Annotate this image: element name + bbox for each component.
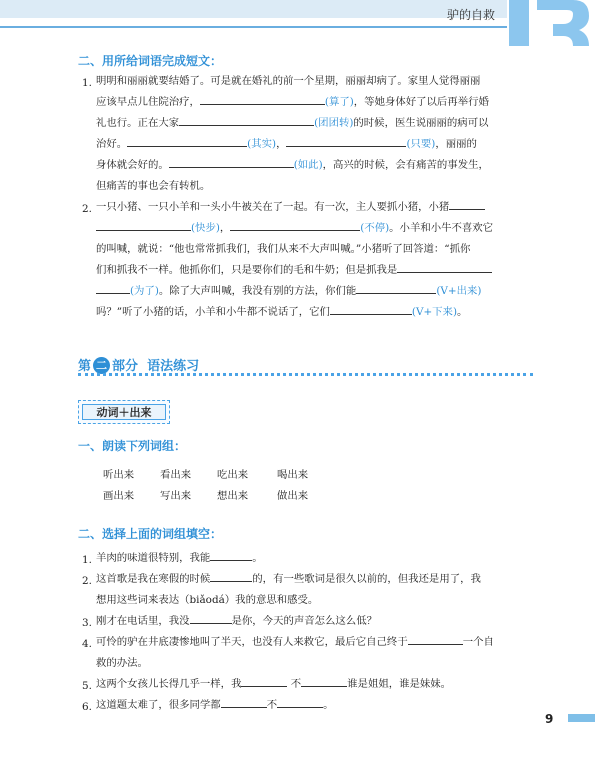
hint-word: (不停) (360, 222, 390, 234)
answer-blank[interactable] (330, 304, 412, 315)
answer-blank[interactable] (127, 136, 247, 147)
text: 们和抓我不一样。他抓你们，只是要你们的毛和牛奶；但是抓我是 (96, 264, 398, 276)
fill-item-2 (96, 569, 536, 611)
text: ， (219, 222, 231, 234)
passage-line (96, 92, 536, 113)
text: 身体就会好的。 (96, 159, 169, 171)
passage-line (96, 239, 536, 260)
footer-bar (568, 714, 595, 722)
phrase: 看出来 (160, 469, 192, 481)
answer-blank[interactable] (397, 262, 492, 273)
hint-word: (快步) (191, 222, 220, 234)
answer-blank[interactable] (210, 550, 252, 561)
answer-blank[interactable] (200, 94, 325, 105)
text: 治好。 (96, 138, 128, 150)
hint-word: (只要) (406, 138, 436, 150)
part-number-badge: 二 (93, 357, 110, 374)
hint-word: (团团转) (314, 117, 354, 129)
item-number: 4. (82, 638, 92, 650)
text: 明明和丽丽就要结婚了。可是就在婚礼的前一个星期，丽丽却病了。家里人觉得丽丽 (96, 75, 481, 87)
text: 羊肉的味道很特别，我能 (96, 552, 211, 564)
answer-blank[interactable] (210, 571, 252, 582)
answer-blank[interactable] (356, 283, 436, 294)
text: ，高兴的时候，会有痛苦的事发生， (322, 159, 489, 171)
item-line (96, 611, 536, 632)
text: 是你，今天的声音怎么这么低？ (231, 615, 377, 627)
hint-word: (V+出来) (436, 285, 482, 297)
text: 。 (323, 699, 334, 711)
passage-line (96, 260, 536, 281)
text: 想用这些词来表达（biǎodá）我的意思和感受。 (96, 594, 319, 606)
fill-item-5 (96, 674, 536, 695)
text: 。小羊和小牛不喜欢它 (389, 222, 494, 234)
passage-item-1 (96, 71, 536, 197)
passage-line (96, 281, 536, 302)
phrase: 写出来 (160, 490, 192, 502)
text: ，等她身体好了以后再举行婚 (353, 96, 489, 108)
phrase: 做出来 (277, 490, 309, 502)
item-line (96, 674, 536, 695)
text: 的时候，医生说丽丽的病可以 (353, 117, 489, 129)
item-number: 2. (82, 203, 92, 215)
passage-line (96, 71, 536, 92)
text: 的，有一些歌词是很久以前的，但我还是用了，我 (252, 573, 481, 585)
text: 这道题太难了，很多同学都 (96, 699, 221, 711)
hint-word: (为了) (130, 285, 159, 297)
part-prefix: 第 (78, 359, 92, 374)
header-band (0, 0, 510, 18)
item-number: 2. (82, 575, 92, 587)
hint-word: (V+下来) (411, 306, 458, 318)
item-number: 6. (82, 701, 92, 713)
phrase: 喝出来 (277, 469, 309, 481)
item-number: 5. (82, 680, 92, 692)
phrase: 想出来 (217, 490, 249, 502)
section-heading-fill-blanks: 二、选择上面的词组填空： (78, 527, 223, 541)
text: 礼也行。正在大家 (96, 117, 180, 129)
fill-item-3 (96, 611, 536, 632)
passage-line (96, 197, 536, 218)
passage-item-2 (96, 197, 536, 323)
fill-item-4 (96, 632, 536, 674)
passage-line (96, 176, 536, 197)
part-heading (78, 355, 199, 374)
part-title: 语法练习 (147, 359, 200, 374)
item-line (96, 548, 536, 569)
passage-line (96, 155, 536, 176)
section-heading-complete-passage: 二、用所给词语完成短文： (78, 54, 223, 68)
phrase: 画出来 (103, 490, 135, 502)
item-line (96, 569, 536, 590)
hint-word: (其实) (247, 138, 277, 150)
answer-blank[interactable] (190, 613, 232, 624)
answer-blank[interactable] (301, 676, 347, 687)
answer-blank[interactable] (449, 199, 485, 210)
text: 不 (266, 699, 278, 711)
text: 的叫喊，就说：“他也常常抓我们，我们从来不大声叫喊。”小猪听了回答道：“抓你 (96, 243, 471, 255)
text: 一只小猪、一只小羊和一头小牛被关在了一起。有一次，主人要抓小猪，小猪 (96, 201, 450, 213)
item-line (96, 590, 536, 611)
part-label: 部分 (112, 359, 139, 374)
page-header (0, 0, 595, 34)
answer-blank[interactable] (277, 697, 323, 708)
text: 一个自 (462, 636, 494, 648)
text: 救的办法。 (96, 657, 148, 669)
grammar-point-box (78, 400, 170, 424)
text: 吗？”听了小猪的话，小羊和小牛都不说话了，它们 (96, 306, 330, 318)
fill-item-1 (96, 548, 536, 569)
passage-line (96, 134, 536, 155)
item-number: 1. (82, 77, 92, 89)
lesson-title: 驴的自救 (446, 8, 495, 22)
text: ，丽丽的 (435, 138, 477, 150)
text: 谁是姐姐，谁是妹妹。 (347, 678, 452, 690)
passage-line (96, 218, 536, 239)
answer-blank[interactable] (96, 283, 130, 294)
item-line (96, 653, 536, 674)
text: 。除了大声叫喊，我没有别的方法，你们能 (158, 285, 357, 297)
answer-blank[interactable] (286, 136, 406, 147)
text: 这首歌是我在寒假的时候 (96, 573, 211, 585)
section-heading-read-phrases: 一、朗读下列词组： (78, 439, 187, 453)
passage-line (96, 113, 536, 134)
header-rule (0, 26, 510, 28)
answer-blank[interactable] (241, 676, 287, 687)
text: 刚才在电话里，我没 (96, 615, 190, 627)
grammar-point-label: 动词＋出来 (96, 406, 152, 419)
answer-blank[interactable] (221, 697, 267, 708)
text: 。 (457, 306, 468, 318)
hint-word: (如此) (293, 159, 323, 171)
phrase: 听出来 (103, 469, 135, 481)
page-number: 9 (545, 712, 554, 726)
lesson-number-graphic (507, 0, 595, 46)
item-number: 1. (82, 554, 92, 566)
phrase: 吃出来 (217, 469, 249, 481)
text: 应该早点儿住院治疗， (96, 96, 200, 108)
dotted-divider (78, 373, 533, 376)
text: 不 (290, 678, 302, 690)
answer-blank[interactable] (408, 634, 463, 645)
text: 这两个女孩儿长得几乎一样，我 (96, 678, 242, 690)
answer-blank[interactable] (96, 220, 191, 231)
answer-blank[interactable] (179, 115, 314, 126)
text: 。 (252, 552, 263, 564)
answer-blank[interactable] (169, 157, 294, 168)
answer-blank[interactable] (230, 220, 360, 231)
item-line (96, 695, 536, 716)
fill-item-6 (96, 695, 536, 716)
hint-word: (算了) (324, 96, 354, 108)
passage-line (96, 302, 536, 323)
text: 可怜的驴在井底凄惨地叫了半天，也没有人来救它，最后它自己终于 (96, 636, 408, 648)
text: ， (276, 138, 287, 150)
item-number: 3. (82, 617, 92, 629)
text: 但痛苦的事也会有转机。 (96, 180, 211, 192)
item-line (96, 632, 536, 653)
